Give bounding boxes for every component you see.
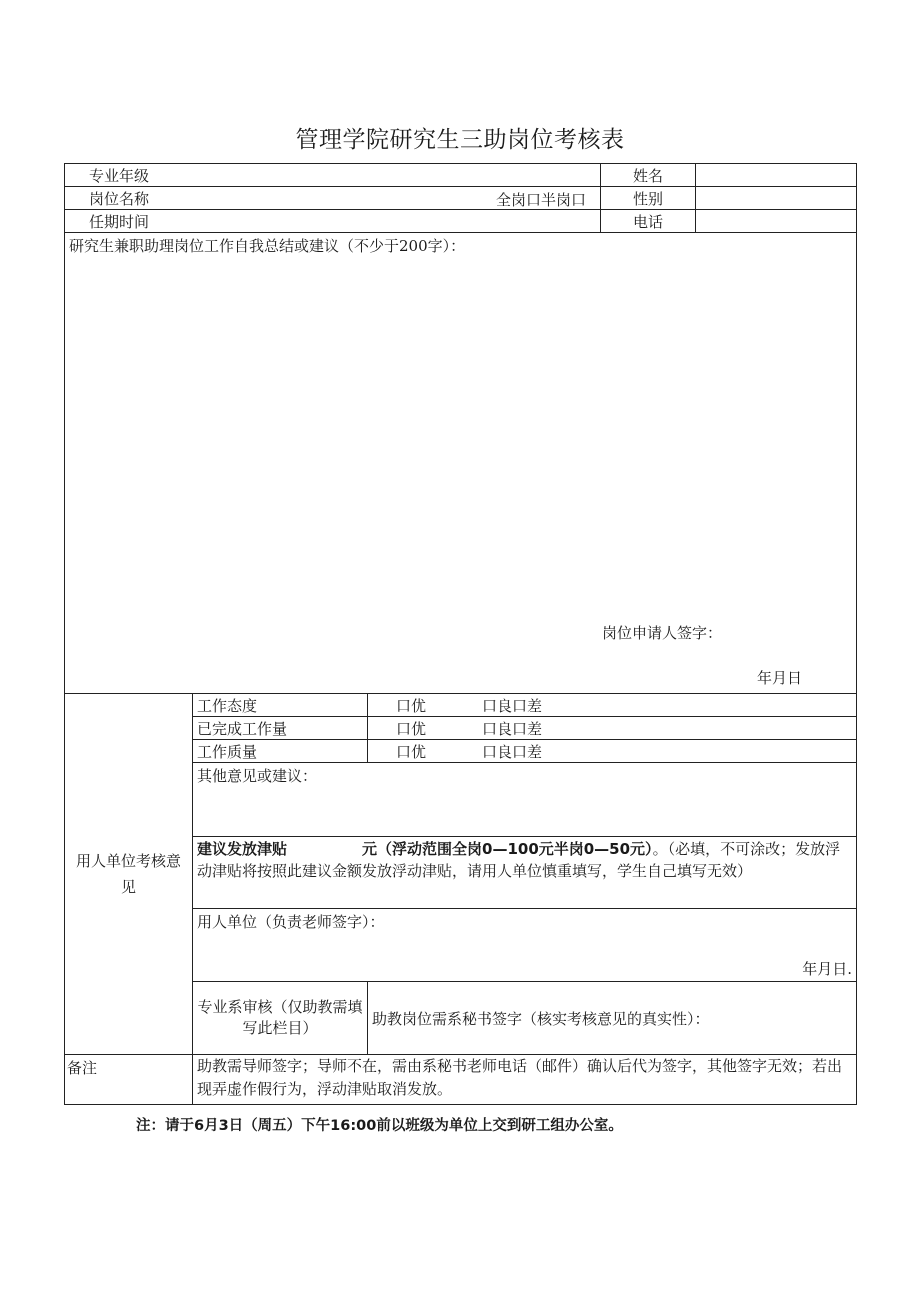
rating-item: 工作态度 <box>193 694 368 717</box>
option-excellent[interactable]: 口优 <box>396 742 427 761</box>
footer-note: 注：请于6月3日（周五）下午16:00前以班级为单位上交到研工组办公室。 <box>136 1118 623 1134</box>
assessment-form-body <box>64 163 857 1105</box>
summary-cell[interactable] <box>65 233 857 694</box>
allowance-note: 。（必填，不可涂改；发放浮动津贴将按照此建议金额发放浮动津贴，请用人单位慎重填写，学生自己填写无效） <box>197 840 841 880</box>
position-type-checkboxes[interactable]: 全岗口半岗口 <box>496 191 587 209</box>
summary-prompt: 研究生兼职助理岗位工作自我总结或建议（不少于200字）： <box>69 237 466 255</box>
rating-item: 已完成工作量 <box>193 717 368 740</box>
department-label: 专业系审核（仅助教需填写此栏目） <box>193 982 368 1055</box>
term-label: 任期时间 <box>65 210 601 233</box>
remarks-row <box>65 1055 857 1105</box>
phone-field[interactable] <box>696 210 857 233</box>
remarks-text: 助教需导师签字；导师不在，需由系秘书老师电话（邮件）确认后代为签字，其他签字无效；若出现弄虚作假行为，浮动津贴取消发放。 <box>193 1055 857 1105</box>
rating-options[interactable] <box>368 694 857 717</box>
option-excellent[interactable]: 口优 <box>396 719 427 738</box>
name-label: 姓名 <box>601 164 696 187</box>
employer-label: 用人单位考核意见 <box>65 694 193 1055</box>
remarks-label: 备注 <box>65 1055 193 1105</box>
major-label: 专业年级 <box>65 164 601 187</box>
rating-row-attitude <box>65 694 857 717</box>
allowance-bold-text: 建议发放津贴 元（浮动范围全岗0—100元半岗0—50元） <box>197 840 653 858</box>
gender-field[interactable] <box>696 187 857 210</box>
form-title: 管理学院研究生三助岗位考核表 <box>295 127 625 153</box>
name-field[interactable] <box>696 164 857 187</box>
position-label: 岗位名称 <box>89 189 150 208</box>
summary-row <box>65 233 857 694</box>
option-good-poor[interactable]: 口良口差 <box>482 719 543 738</box>
rating-item: 工作质量 <box>193 740 368 763</box>
unit-sign-cell[interactable] <box>193 909 857 982</box>
applicant-signature-label: 岗位申请人签字： <box>602 624 723 642</box>
option-good-poor[interactable]: 口良口差 <box>482 696 543 715</box>
option-excellent[interactable]: 口优 <box>396 696 427 715</box>
option-good-poor[interactable]: 口良口差 <box>482 742 543 761</box>
info-row-position <box>65 187 857 210</box>
phone-label: 电话 <box>601 210 696 233</box>
applicant-date: 年月日 <box>757 669 803 687</box>
unit-date: 年月日. <box>802 960 853 978</box>
unit-sign-label: 用人单位（负责老师签字）： <box>197 913 385 931</box>
info-row-major <box>65 164 857 187</box>
info-row-term <box>65 210 857 233</box>
position-cell <box>65 187 601 210</box>
other-opinion-cell[interactable]: 其他意见或建议： <box>193 763 857 837</box>
rating-options[interactable] <box>368 740 857 763</box>
department-text[interactable]: 助教岗位需系秘书签字（核实考核意见的真实性）： <box>368 982 857 1055</box>
rating-options[interactable] <box>368 717 857 740</box>
gender-label: 性别 <box>601 187 696 210</box>
allowance-cell[interactable] <box>193 837 857 909</box>
